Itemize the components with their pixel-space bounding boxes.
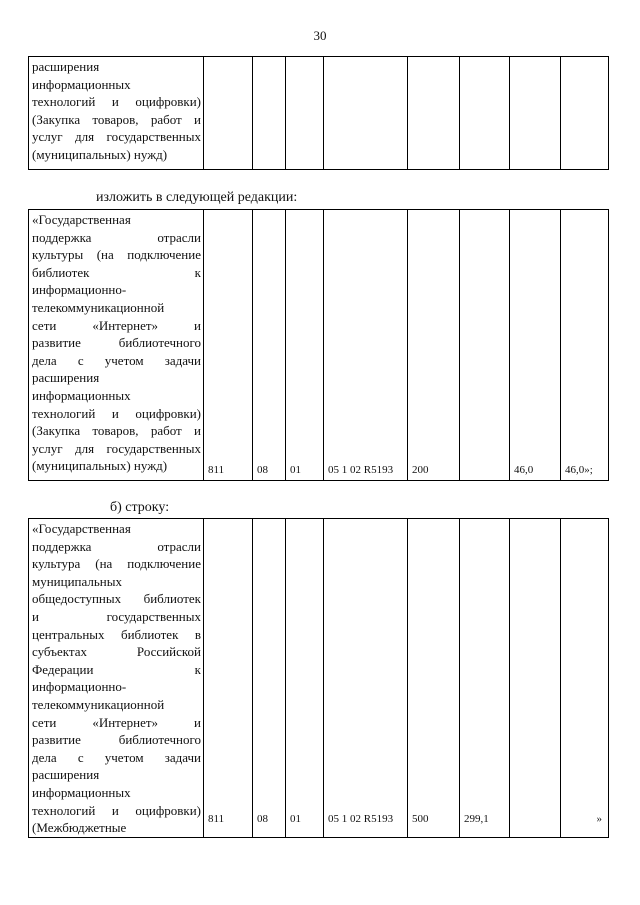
budget-table-continuation — [28, 56, 609, 170]
description-line: технологий и оцифровки) — [32, 802, 201, 818]
cell-section: 08 — [253, 519, 286, 838]
description-line: субъектах Российской — [32, 644, 201, 660]
cell-subsection: 01 — [286, 519, 324, 838]
row-description — [29, 57, 204, 170]
table-row — [29, 210, 609, 481]
description-line: телекоммуникационной — [32, 696, 165, 712]
cell-ministry-code: 811 — [204, 519, 253, 838]
description-line: культуры (на подключение — [32, 247, 201, 263]
description-line: расширения — [32, 370, 100, 386]
description-line: информационно- — [32, 679, 127, 695]
description-line: информационно- — [32, 282, 127, 298]
description-line: дела с учетом задачи — [32, 749, 201, 765]
cell-section: 08 — [253, 210, 286, 481]
description-line: (Межбюджетные — [32, 820, 127, 836]
description-line: технологий и оцифровки) — [32, 94, 201, 110]
cell-amount-2 — [510, 57, 561, 170]
description-line: сети «Интернет» и — [32, 714, 201, 730]
description-line: центральных библиотек в — [32, 626, 201, 642]
description-line: телекоммуникационной — [32, 299, 165, 315]
description-line: «Государственная — [32, 212, 131, 227]
cell-expense-type — [408, 57, 460, 170]
cell-amount-2: 46,0 — [510, 210, 561, 481]
description-line: услуг для государственных — [32, 129, 201, 145]
cell-amount-2 — [510, 519, 561, 838]
description-line: поддержка отрасли — [32, 538, 201, 554]
cell-amount-3: 46,0»; — [561, 210, 609, 481]
budget-table-row-b — [28, 518, 609, 838]
cell-subsection: 01 — [286, 210, 324, 481]
description-line: Федерации к — [32, 661, 201, 677]
description-line: информационных — [32, 387, 131, 403]
description-line: дела с учетом задачи — [32, 352, 201, 368]
page-number: 30 — [313, 28, 327, 43]
description-line: культура (на подключение — [32, 556, 201, 572]
cell-ministry-code — [204, 57, 253, 170]
description-line: развитие библиотечного — [32, 732, 201, 748]
cell-amount-1: 299,1 — [460, 519, 510, 838]
cell-expense-type: 500 — [408, 519, 460, 838]
amendment-intro-text: изложить в следующей редакции: — [96, 190, 298, 205]
description-line: «Государственная — [32, 521, 131, 536]
row-description — [29, 210, 204, 481]
description-line: (муниципальных) нужд) — [32, 458, 168, 474]
cell-target-item: 05 1 02 R5193 — [324, 519, 408, 838]
description-line: (муниципальных) нужд) — [32, 146, 168, 162]
budget-table-new-edition — [28, 209, 609, 481]
description-line: библиотек к — [32, 264, 201, 280]
cell-target-item — [324, 57, 408, 170]
description-line: общедоступных библиотек — [32, 591, 201, 607]
description-line: поддержка отрасли — [32, 229, 201, 245]
description-line: технологий и оцифровки) — [32, 405, 201, 421]
cell-amount-1 — [460, 57, 510, 170]
description-line: расширения — [32, 767, 100, 783]
cell-expense-type: 200 — [408, 210, 460, 481]
cell-section — [253, 57, 286, 170]
description-line: (Закупка товаров, работ и — [32, 423, 201, 439]
amendment-intro-text: б) строку: — [110, 500, 170, 515]
cell-subsection — [286, 57, 324, 170]
cell-amount-3: » — [561, 519, 609, 838]
table-row — [29, 57, 609, 170]
description-line: расширения — [32, 59, 100, 74]
table-row — [29, 519, 609, 838]
cell-target-item: 05 1 02 R5193 — [324, 210, 408, 481]
description-line: развитие библиотечного — [32, 335, 201, 351]
description-line: сети «Интернет» и — [32, 317, 201, 333]
cell-amount-3 — [561, 57, 609, 170]
description-line: услуг для государственных — [32, 440, 201, 456]
description-line: информационных — [32, 76, 131, 92]
description-line: муниципальных — [32, 573, 123, 589]
cell-ministry-code: 811 — [204, 210, 253, 481]
row-description — [29, 519, 204, 838]
cell-amount-1 — [460, 210, 510, 481]
description-line: информационных — [32, 784, 131, 800]
description-line: и государственных — [32, 608, 201, 624]
description-line: (Закупка товаров, работ и — [32, 111, 201, 127]
